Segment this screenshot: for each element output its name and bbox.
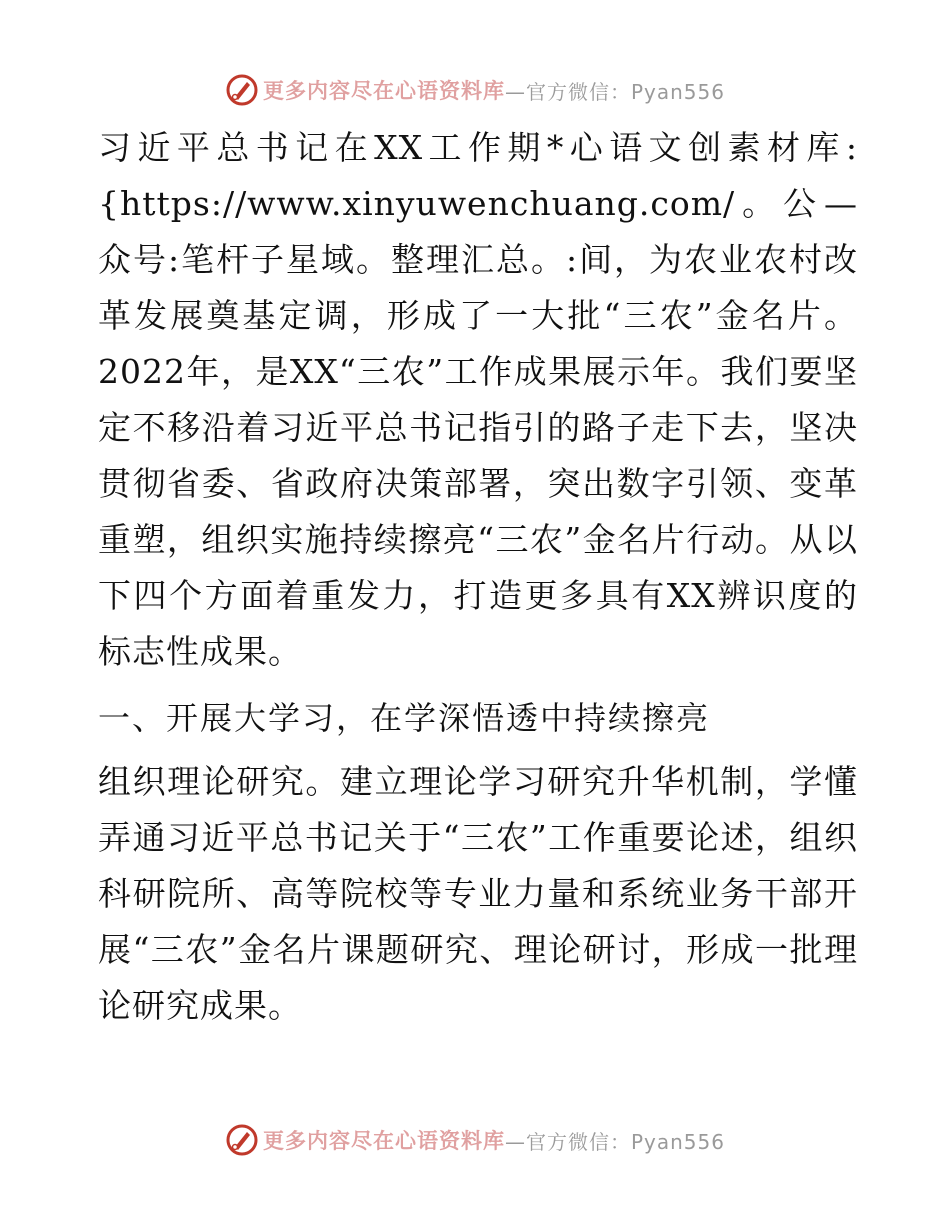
brand-logo-icon [225,73,259,107]
header-contact-text: —官方微信：Pyan556 [504,79,725,104]
body-paragraph: 组织理论研究。建立理论学习研究升华机制，学懂弄通习近平总书记关于“三农”工作重要论述，组织科研院所、高等院校等专业力量和系统业务干部开展“三农”金名片课题研究、理论研讨，形成一批理论研究成果。 [98,762,858,1025]
header-brand-text: 更多内容尽在心语资料库 [262,78,505,103]
footer-watermark [0,1120,950,1160]
document-body [98,120,858,1034]
header-watermark [0,70,950,110]
footer-contact-text: —官方微信：Pyan556 [504,1129,725,1154]
body-paragraph: 习近平总书记在XX工作期*心语文创素材库:{https://www.xinyuwenchuang.com/。公—众号:笔杆子星域。整理汇总。:间，为农业农村改革发展奠基定调，形成了一大批“三农”金名片。2022年，是XX“三农”工作成果展示年。我们要坚定不移沿着习近平总书记指引的路子走下去，坚决贯彻省委、省政府决策部署，突出数字引领、变革重塑，组织实施持续擦亮“三农”金名片行动。从以下四个方面着重发力，打造更多具有XX辨识度的标志性成果。 [98,128,858,671]
brand-logo-icon [225,1123,259,1157]
footer-brand-text: 更多内容尽在心语资料库 [262,1128,505,1153]
section-heading: 一、开展大学习，在学深悟透中持续擦亮 [98,699,711,737]
